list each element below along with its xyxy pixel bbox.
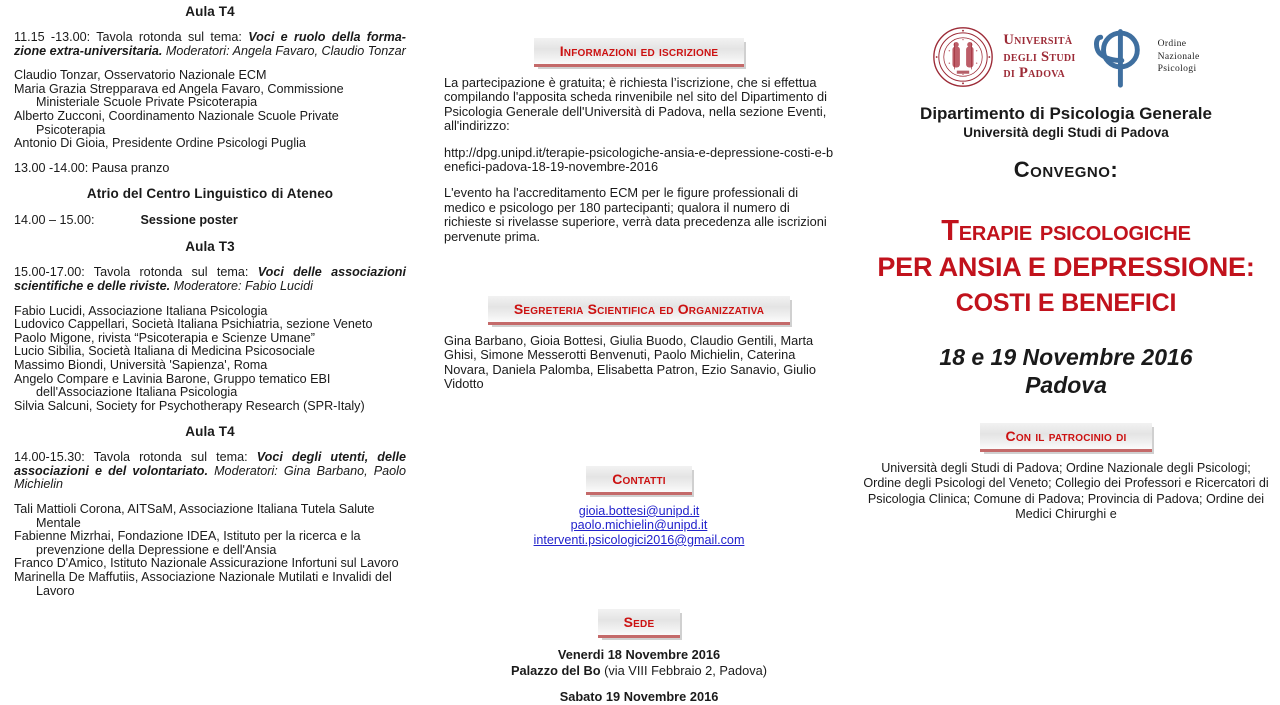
- event-place: Padova: [1025, 372, 1107, 398]
- list-item: Franco D'Amico, Istituto Nazionale Assicurazione Infortuni sul Lavoro: [14, 556, 399, 571]
- page-title-line-2: PER ANSIA E DEPRESSIONE:: [877, 252, 1255, 282]
- contatti-banner-wrap: [444, 466, 834, 495]
- page-title-line-3: COSTI E BENEFICI: [955, 289, 1177, 317]
- round-table-1-moderators: Moderatori: Angela Favaro, Claudio Tonzar: [162, 43, 406, 58]
- room-heading-aula-t3: Aula T3: [185, 239, 235, 255]
- poster-session: [14, 213, 406, 227]
- speakers-list-2: [14, 305, 406, 414]
- round-table-1-lead: Tavola rotonda sul tema:: [96, 30, 249, 44]
- unipd-logo-line-1: Università: [1003, 32, 1073, 49]
- venue-day1-date: Venerdi 18 Novembre 2016: [557, 647, 721, 663]
- patrocinio-banner-wrap: [862, 423, 1270, 452]
- round-table-1-topic: Voci e ruolo della forma-zione extra-universitaria.: [14, 30, 406, 58]
- venue-day1-name: Palazzo del Bo: [510, 663, 601, 679]
- round-table-3-topic: Voci degli utenti, delle associazioni e del volontariato.: [14, 450, 406, 478]
- event-date: 18 e 19 Novembre 2016: [939, 344, 1193, 370]
- convegno-label: Convegno:: [1013, 157, 1119, 182]
- list-item: Fabienne Mizrhai, Fondazione IDEA, Istituto per la ricerca e la prevenzione della Depressione e dell'Ansia: [14, 529, 361, 557]
- informazioni-banner: Informazioni ed iscrizione: [534, 38, 745, 67]
- list-item: Angelo Compare e Lavinia Barone, Gruppo tematico EBI dell'Associazione Italiana Psicologia: [14, 371, 331, 400]
- list-item: Ludovico Cappellari, Società Italiana Psichiatria, sezione Veneto: [14, 317, 373, 332]
- round-table-2-topic: Voci delle associazioni scientifiche e delle riviste.: [14, 265, 406, 293]
- poster-session-label: Sessione poster: [140, 213, 238, 228]
- list-item: Fabio Lucidi, Associazione Italiana Psicologia: [14, 303, 268, 318]
- round-table-3-lead: Tavola rotonda sul tema:: [93, 450, 257, 465]
- patrocinio-banner: Con il patrocinio di: [980, 423, 1153, 452]
- list-item: Maria Grazia Strepparava ed Angela Favaro, Commissione Ministeriale Scuole Private Psicoterapia: [14, 81, 344, 110]
- list-item: Silvia Salcuni, Society for Psychotherapy Research (SPR-Italy): [14, 398, 365, 413]
- round-table-3-time: 14.00-15.30:: [14, 450, 94, 465]
- speakers-list-1: [14, 69, 406, 151]
- sede-banner: Sede: [598, 609, 681, 638]
- contatti-banner: Contatti: [586, 466, 692, 495]
- list-item: Marinella De Maffutiis, Associazione Nazionale Mutilati e Invalidi del Lavoro: [14, 570, 392, 598]
- sede-banner-wrap: [444, 609, 834, 638]
- ordine-psicologi-logo-text: [1158, 38, 1200, 75]
- venue-day1-line: [444, 663, 834, 679]
- list-item: Tali Mattioli Corona, AITSaM, Associazione Italiana Tutela Salute Mentale: [14, 502, 375, 530]
- middle-column: [420, 0, 850, 705]
- patrocinio-list: Università degli Studi di Padova; Ordine Nazionale degli Psicologi; Ordine degli Psicologi del Veneto; Collegio dei Professori e Ricercatori di Psicologia Clinica; Comune di Padova; Provincia di Padova; Ordine dei Medici Chirurghi e: [863, 461, 1269, 522]
- info-banner-wrap: [444, 38, 834, 67]
- list-item: Claudio Tonzar, Osservatorio Nazionale ECM: [14, 68, 267, 83]
- event-date-place: [862, 343, 1270, 399]
- list-item: Paolo Migone, rivista “Psicoterapia e Scienze Umane”: [14, 330, 315, 345]
- round-table-3-description: [14, 451, 406, 492]
- list-item: Alberto Zucconi, Coordinamento Nazionale Scuole Private Psicoterapia: [14, 108, 339, 137]
- room-heading-atrio: Atrio del Centro Linguistico di Ateneo: [86, 186, 334, 202]
- logo-row: [862, 26, 1270, 88]
- room-heading-aula-t4-afternoon: Aula T4: [185, 424, 235, 440]
- segreteria-banner-wrap: [444, 296, 834, 325]
- email-link-interventi[interactable]: interventi.psicologici2016@gmail.com: [533, 532, 745, 547]
- email-link-bottesi[interactable]: gioia.bottesi@unipd.it: [578, 503, 700, 518]
- registration-url: http://dpg.unipd.it/terapie-psicologiche-ansia-e-depressione-costi-e-benefici-padova-18-19-novembre-2016: [444, 144, 834, 175]
- lunch-break: 13.00 -14.00: Pausa pranzo: [14, 160, 170, 175]
- unipd-logo: [932, 26, 1075, 88]
- right-column: [850, 0, 1280, 658]
- round-table-1-description: [14, 31, 406, 58]
- segreteria-banner: Segreteria Scientifica ed Organizzativa: [488, 296, 790, 325]
- ordine-psicologi-logo: [1090, 26, 1200, 88]
- round-table-1-time: 11.15 -13.00:: [14, 30, 97, 44]
- university-name: Università degli Studi di Padova: [963, 125, 1169, 140]
- psi-symbol-icon: [1090, 26, 1148, 88]
- round-table-2-moderators: Moderatore: Fabio Lucidi: [170, 278, 313, 293]
- onp-logo-line-3: Psicologi: [1157, 63, 1197, 75]
- left-column: [0, 0, 420, 658]
- room-heading-aula-t4-morning: Aula T4: [185, 4, 235, 19]
- round-table-2-time: 15.00-17.00:: [14, 265, 94, 280]
- venue-day2-date: Sabato 19 Novembre 2016: [559, 689, 719, 705]
- page-title-line-1: Terapie psicologiche: [941, 215, 1191, 247]
- unipd-logo-line-2: degli Studi: [1003, 48, 1076, 65]
- segreteria-members: Gina Barbano, Gioia Bottesi, Giulia Buodo, Claudio Gentili, Marta Ghisi, Simone Messerotti Benvenuti, Paolo Michielin, Caterina Novara, Daniela Palomba, Elisabetta Patron, Ezio Sanavio, Giulio Vidotto: [444, 333, 817, 392]
- poster-session-time: 14.00 – 15.00:: [14, 213, 95, 228]
- page-title: [862, 213, 1270, 321]
- email-link-michielin[interactable]: paolo.michielin@unipd.it: [570, 518, 708, 533]
- list-item: Lucio Sibilia, Società Italiana di Medicina Psicosociale: [14, 344, 316, 359]
- list-item: Massimo Biondi, Università 'Sapienza', Roma: [14, 357, 268, 372]
- round-table-2-description: [14, 266, 406, 293]
- contact-email-list: [444, 504, 834, 548]
- info-paragraph-2: L'evento ha l'accreditamento ECM per le figure professionali di medico e psicologo per 180 partecipanti; qualora il numero di richieste si rivelasse superiore, verrà data precedenza alle iscrizioni pervenute prima.: [444, 185, 827, 244]
- round-table-3-moderators: Moderatori: Gina Barbano, Paolo Michielin: [14, 463, 406, 492]
- round-table-2-lead: Tavola rotonda sul tema:: [93, 265, 258, 280]
- unipd-logo-line-3: di Padova: [1003, 65, 1066, 82]
- venue-day1-address: (via VIII Febbraio 2, Padova): [600, 663, 768, 679]
- unipd-logo-text: [1003, 32, 1075, 82]
- university-seal-icon: [932, 26, 994, 88]
- speakers-list-3: [14, 503, 406, 598]
- onp-logo-line-2: Nazionale: [1157, 50, 1200, 62]
- venue-details: [444, 647, 834, 705]
- department-name: Dipartimento di Psicologia Generale: [920, 104, 1212, 123]
- list-item: Antonio Di Gioia, Presidente Ordine Psicologi Puglia: [14, 136, 306, 151]
- info-paragraph-1: La partecipazione è gratuita; è richiesta l’iscrizione, che si effettua compilando l'apposita scheda rinvenibile nel sito del Dipartimento di Psicologia Generale dell'Università di Padova, nella sezione Eventi, all'indirizzo:: [444, 75, 828, 134]
- onp-logo-line-1: Ordine: [1157, 38, 1187, 50]
